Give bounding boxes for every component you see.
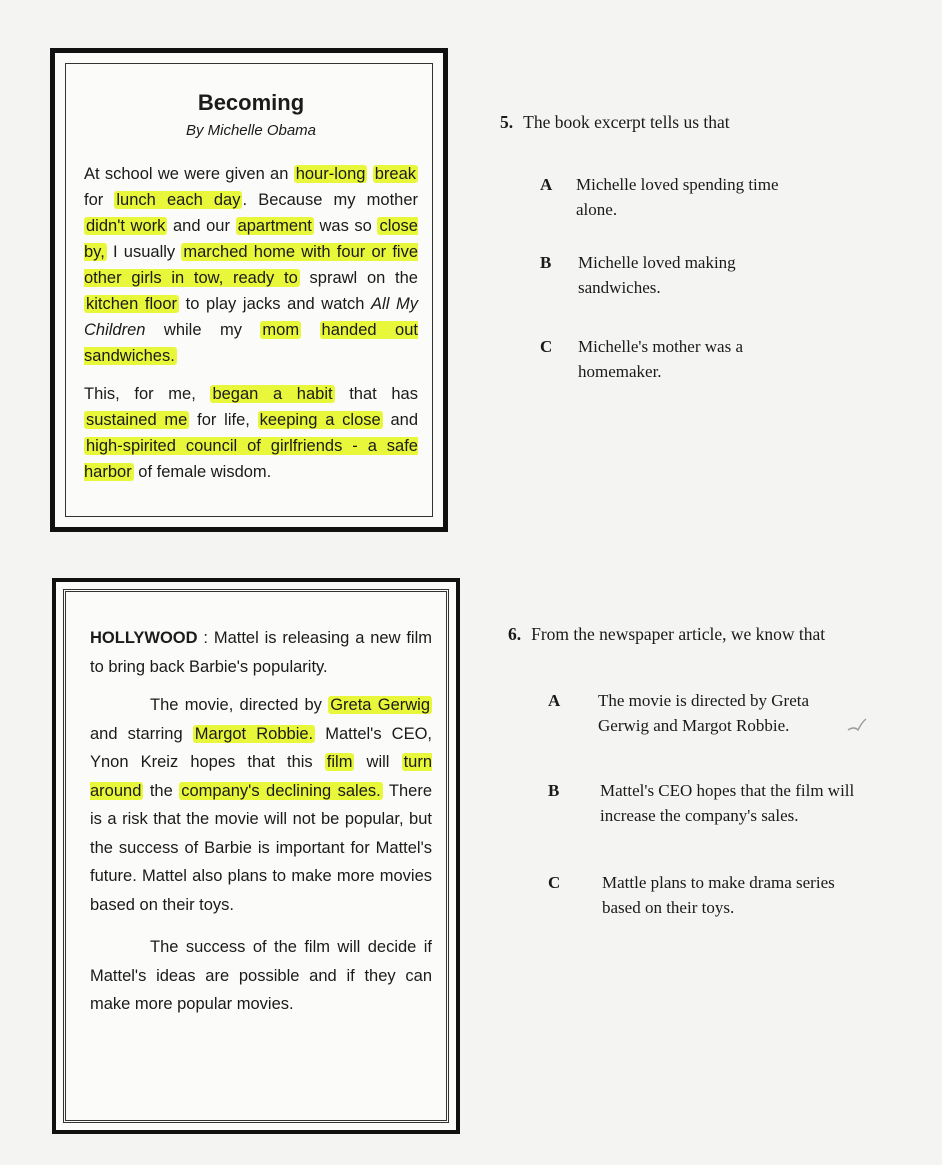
highlighted-text: didn't work <box>86 217 166 235</box>
highlighted-text: company's declining sales. <box>181 781 381 800</box>
highlighted-text: Margot Robbie. <box>194 724 314 743</box>
question-5-option-c[interactable] <box>540 334 860 388</box>
text-run: and starring <box>90 724 193 743</box>
text-run: At school we were given an <box>84 165 294 183</box>
text-run: was so <box>313 217 378 235</box>
text-run: This, for me, <box>84 385 211 403</box>
highlighted-text: kitchen floor <box>86 295 178 313</box>
option-text <box>602 870 835 920</box>
question-6-option-b[interactable] <box>548 778 928 832</box>
text-run: I usually <box>106 243 182 261</box>
option-line: alone. <box>576 200 618 219</box>
article-paragraph-2 <box>90 691 432 919</box>
option-line: sandwiches. <box>578 278 661 297</box>
option-text <box>576 172 779 222</box>
text-run: while my <box>145 321 261 339</box>
text-run: for life, <box>189 411 258 429</box>
highlighted-text: turn around <box>90 753 432 800</box>
text-run: . Because my mother <box>242 191 419 209</box>
highlighted-text: keeping a close <box>259 411 381 429</box>
excerpt-title: Becoming <box>197 90 305 115</box>
text-run: and our <box>167 217 236 235</box>
highlighted-text: sustained me <box>86 411 188 429</box>
excerpt-paragraph-2 <box>84 381 418 485</box>
highlighted-text: lunch each day <box>116 191 241 209</box>
option-line: Mattel's CEO hopes that the film will <box>600 781 855 800</box>
highlighted-text: began a habit <box>212 385 333 403</box>
highlighted-text: apartment <box>237 217 312 235</box>
option-line: Michelle loved spending time <box>576 175 779 194</box>
question-5-stem <box>500 112 730 133</box>
question-text: From the newspaper article, we know that <box>531 624 826 644</box>
text-run: to play jacks and watch <box>179 295 372 313</box>
question-number: 5. <box>500 112 514 132</box>
becoming-excerpt-inner-border <box>65 63 433 517</box>
option-text <box>578 334 743 384</box>
option-line: Mattle plans to make drama series <box>602 873 835 892</box>
option-line: based on their toys. <box>602 898 735 917</box>
option-letter: A <box>548 691 561 710</box>
text-run: sprawl on the <box>299 269 418 287</box>
option-letter: A <box>540 175 553 194</box>
newspaper-article-box <box>52 578 460 1134</box>
highlighted-text: high-spirited council of girlfriends - a safe harbor <box>84 437 418 481</box>
highlighted-text: mom <box>262 321 300 339</box>
option-text <box>598 688 809 738</box>
text-run: that has <box>334 385 418 403</box>
highlighted-text: break <box>374 165 416 183</box>
highlighted-text: handed out sandwiches. <box>84 321 418 365</box>
option-letter: B <box>548 781 560 800</box>
option-line: Michelle's mother was a <box>578 337 743 356</box>
text-run: of female wisdom. <box>133 463 272 481</box>
article-paragraph-3: The success of the film will decide if Mattel's ideas are possible and if they can make more popular movies. <box>90 938 432 1013</box>
text-run: There is a risk that the movie will not be popular, but the success of Barbie is important for Mattel's future. Mattel also plans to make more movies based on their toys. <box>90 781 432 914</box>
highlighted-text: marched home with four or five other girls in tow, ready to <box>84 243 419 287</box>
excerpt-paragraph-1 <box>84 161 418 369</box>
option-line: Michelle loved making <box>578 253 736 272</box>
option-line: Gerwig and Margot Robbie. <box>598 716 790 735</box>
dateline: HOLLYWOOD <box>90 629 198 647</box>
option-line: increase the company's sales. <box>600 806 799 825</box>
question-6-stem <box>508 624 825 645</box>
option-line: homemaker. <box>578 362 662 381</box>
pencil-check-mark-icon <box>846 716 868 734</box>
question-number: 6. <box>508 624 522 644</box>
option-letter: C <box>540 337 553 356</box>
show-title-italic: All My Children <box>84 295 419 339</box>
text-run: and <box>382 411 418 429</box>
newspaper-article-inner-border <box>63 589 449 1123</box>
becoming-excerpt-box <box>50 48 448 532</box>
text-run: : Mattel is releasing a new film to bring back Barbie's popularity. <box>90 629 432 676</box>
text-run: for <box>84 191 115 209</box>
text-run: will <box>354 753 402 771</box>
question-6-option-a[interactable] <box>548 688 928 742</box>
text-run <box>301 321 319 339</box>
text-run: the <box>143 781 180 800</box>
highlighted-text: Greta Gerwig <box>330 696 430 714</box>
question-6-option-c[interactable] <box>548 870 928 924</box>
article-paragraph-1 <box>90 624 432 681</box>
option-letter: C <box>548 873 561 892</box>
question-5-option-b[interactable] <box>540 250 860 304</box>
question-text: The book excerpt tells us that <box>523 112 730 132</box>
option-text <box>578 250 736 300</box>
question-5-option-a[interactable] <box>540 172 860 226</box>
text-run <box>367 165 372 183</box>
highlighted-text: film <box>326 753 353 771</box>
text-run: Mattel's CEO, Ynon Kreiz hopes that this <box>90 724 433 771</box>
text-run: The movie, directed by <box>150 696 329 714</box>
excerpt-byline: By Michelle Obama <box>185 122 317 139</box>
highlighted-text: hour-long <box>295 165 366 183</box>
highlighted-text: close by, <box>84 217 418 261</box>
option-letter: B <box>540 253 552 272</box>
option-text <box>600 778 854 828</box>
option-line: The movie is directed by Greta <box>598 691 810 710</box>
